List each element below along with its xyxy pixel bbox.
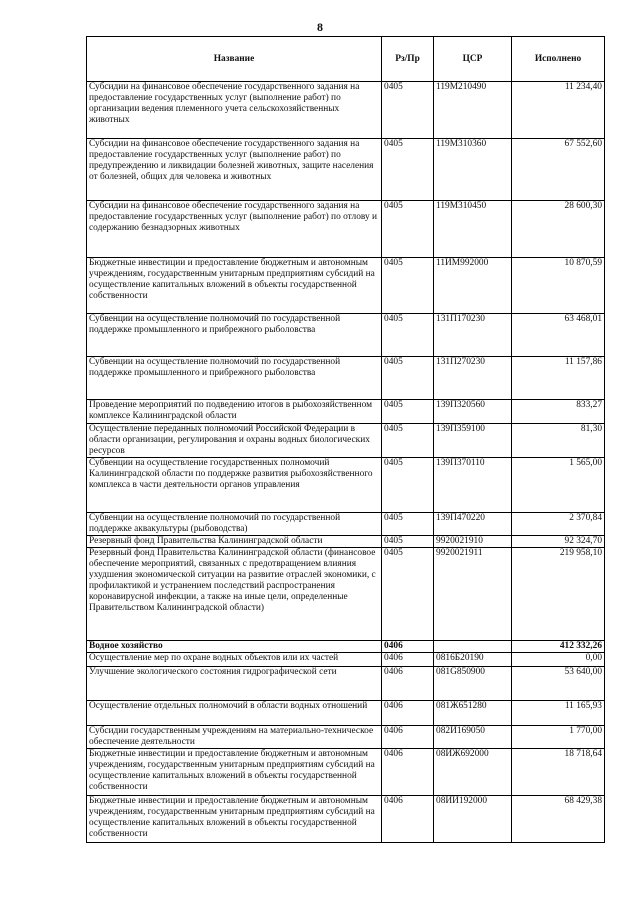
row-csr: 9920021910 xyxy=(434,536,512,548)
row-executed: 67 552,60 xyxy=(512,139,605,201)
header-executed: Исполнено xyxy=(512,37,605,82)
row-csr: 119М210490 xyxy=(434,82,512,139)
row-executed: 68 429,38 xyxy=(512,796,605,843)
row-name: Водное хозяйство xyxy=(87,641,382,653)
row-executed: 1 565,00 xyxy=(512,458,605,513)
row-name: Резервный фонд Правительства Калининградской области xyxy=(87,536,382,548)
row-csr: 081G850900 xyxy=(434,667,512,701)
row-csr: 08ИЖ692000 xyxy=(434,749,512,796)
row-rzpr: 0405 xyxy=(382,400,434,424)
row-csr: 131П270230 xyxy=(434,357,512,400)
row-name: Субсидии на финансовое обеспечение государственного задания на предоставление государственных услуг (выполнение работ) по предупреждению и ликвидации болезней животных, защите населения от болезней, общих для человека и животных xyxy=(87,139,382,201)
row-name: Бюджетные инвестиции и предоставление бюджетным и автономным учреждениям, государственным унитарным предприятиям субсидий на осуществление капитальных вложений в объекты государственной собственности xyxy=(87,796,382,843)
table-row xyxy=(87,536,605,548)
row-rzpr: 0405 xyxy=(382,536,434,548)
table-row xyxy=(87,424,605,458)
row-rzpr: 0406 xyxy=(382,641,434,653)
row-executed: 219 958,10 xyxy=(512,548,605,641)
row-rzpr: 0405 xyxy=(382,201,434,258)
row-name: Резервный фонд Правительства Калининградской области (финансовое обеспечение мероприятий, связанных с предотвращением влияния ухудшения экономической ситуации на развитие отраслей экономики, с профилактикой и устранением последствий распространения коронавирусной инфекции, а также на иные цели, определенные Правительством Калининградской области) xyxy=(87,548,382,641)
table-row xyxy=(87,653,605,667)
row-rzpr: 0405 xyxy=(382,82,434,139)
row-executed: 18 718,64 xyxy=(512,749,605,796)
row-csr: 119М310360 xyxy=(434,139,512,201)
row-executed: 11 165,93 xyxy=(512,701,605,726)
table-row xyxy=(87,139,605,201)
row-name: Осуществление мер по охране водных объектов или их частей xyxy=(87,653,382,667)
table-header-row xyxy=(87,37,605,82)
table-row xyxy=(87,641,605,653)
table-row xyxy=(87,667,605,701)
row-executed: 92 324,70 xyxy=(512,536,605,548)
row-name: Субвенции на осуществление государственных полномочий Калининградской области по поддержке развития рыбохозяйственного комплекса в части деятельности органов управления xyxy=(87,458,382,513)
row-rzpr: 0406 xyxy=(382,667,434,701)
row-name: Бюджетные инвестиции и предоставление бюджетным и автономным учреждениям, государственным унитарным предприятиям субсидий на осуществление капитальных вложений в объекты государственной собственности xyxy=(87,258,382,314)
row-rzpr: 0405 xyxy=(382,357,434,400)
row-executed: 28 600,30 xyxy=(512,201,605,258)
row-name: Бюджетные инвестиции и предоставление бюджетным и автономным учреждениям, государственным унитарным предприятиям субсидий на осуществление капитальных вложений в объекты государственной собственности xyxy=(87,749,382,796)
row-rzpr: 0405 xyxy=(382,513,434,536)
table-row xyxy=(87,749,605,796)
table-row xyxy=(87,400,605,424)
row-executed: 10 870,59 xyxy=(512,258,605,314)
row-rzpr: 0405 xyxy=(382,548,434,641)
table-row xyxy=(87,458,605,513)
page-number: 8 xyxy=(317,20,323,34)
row-csr: 11ИМ992000 xyxy=(434,258,512,314)
row-rzpr: 0405 xyxy=(382,424,434,458)
table-row xyxy=(87,701,605,726)
table-row xyxy=(87,314,605,357)
row-csr: 0816Б20190 xyxy=(434,653,512,667)
row-csr: 082И169050 xyxy=(434,726,512,749)
table-row xyxy=(87,796,605,843)
row-name: Улучшение экологического состояния гидрографической сети xyxy=(87,667,382,701)
budget-table xyxy=(86,36,605,843)
row-csr: 131П170230 xyxy=(434,314,512,357)
row-executed: 53 640,00 xyxy=(512,667,605,701)
row-executed: 1 770,00 xyxy=(512,726,605,749)
table-row xyxy=(87,258,605,314)
row-csr: 9920021911 xyxy=(434,548,512,641)
header-rzpr: Рз/Пр xyxy=(382,37,434,82)
row-csr: 139П370110 xyxy=(434,458,512,513)
row-csr: 081Ж651280 xyxy=(434,701,512,726)
row-executed: 11 234,40 xyxy=(512,82,605,139)
row-rzpr: 0405 xyxy=(382,314,434,357)
row-rzpr: 0406 xyxy=(382,701,434,726)
row-executed: 81,30 xyxy=(512,424,605,458)
row-name: Субсидии на финансовое обеспечение государственного задания на предоставление государственных услуг (выполнение работ) по отлову и содержанию безнадзорных животных xyxy=(87,201,382,258)
row-name: Осуществление переданных полномочий Российской Федерации в области организации, регулирования и охраны водных биологических ресурсов xyxy=(87,424,382,458)
row-csr: 139П320560 xyxy=(434,400,512,424)
row-name: Осуществление отдельных полномочий в области водных отношений xyxy=(87,701,382,726)
row-name: Субсидии государственным учреждениям на материально-техническое обеспечение деятельности xyxy=(87,726,382,749)
row-name: Субвенции на осуществление полномочий по государственной поддержке промышленного и прибрежного рыболовства xyxy=(87,314,382,357)
table-row xyxy=(87,513,605,536)
row-name: Субвенции на осуществление полномочий по государственной поддержке аквакультуры (рыбоводства) xyxy=(87,513,382,536)
row-executed: 11 157,86 xyxy=(512,357,605,400)
row-executed: 2 370,84 xyxy=(512,513,605,536)
row-name: Субсидии на финансовое обеспечение государственного задания на предоставление государственных услуг (выполнение работ) по организации ведения племенного учета сельскохозяйственных животных xyxy=(87,82,382,139)
row-executed: 833,27 xyxy=(512,400,605,424)
row-rzpr: 0406 xyxy=(382,726,434,749)
row-rzpr: 0405 xyxy=(382,139,434,201)
row-rzpr: 0406 xyxy=(382,653,434,667)
table-row xyxy=(87,82,605,139)
row-name: Субвенции на осуществление полномочий по государственной поддержке промышленного и прибрежного рыболовства xyxy=(87,357,382,400)
table-row xyxy=(87,548,605,641)
row-rzpr: 0406 xyxy=(382,749,434,796)
row-csr: 139П359100 xyxy=(434,424,512,458)
header-name: Название xyxy=(87,37,382,82)
row-csr: 08ИИ192000 xyxy=(434,796,512,843)
row-rzpr: 0405 xyxy=(382,458,434,513)
row-executed: 412 332,26 xyxy=(512,641,605,653)
table-row xyxy=(87,726,605,749)
row-rzpr: 0405 xyxy=(382,258,434,314)
row-rzpr: 0406 xyxy=(382,796,434,843)
row-csr xyxy=(434,641,512,653)
table-row xyxy=(87,357,605,400)
row-executed: 63 468,01 xyxy=(512,314,605,357)
row-name: Проведение мероприятий по подведению итогов в рыбохозяйственном комплексе Калининградской области xyxy=(87,400,382,424)
row-csr: 139П470220 xyxy=(434,513,512,536)
row-csr: 119М310450 xyxy=(434,201,512,258)
row-executed: 0,00 xyxy=(512,653,605,667)
table-row xyxy=(87,201,605,258)
header-csr: ЦСР xyxy=(434,37,512,82)
